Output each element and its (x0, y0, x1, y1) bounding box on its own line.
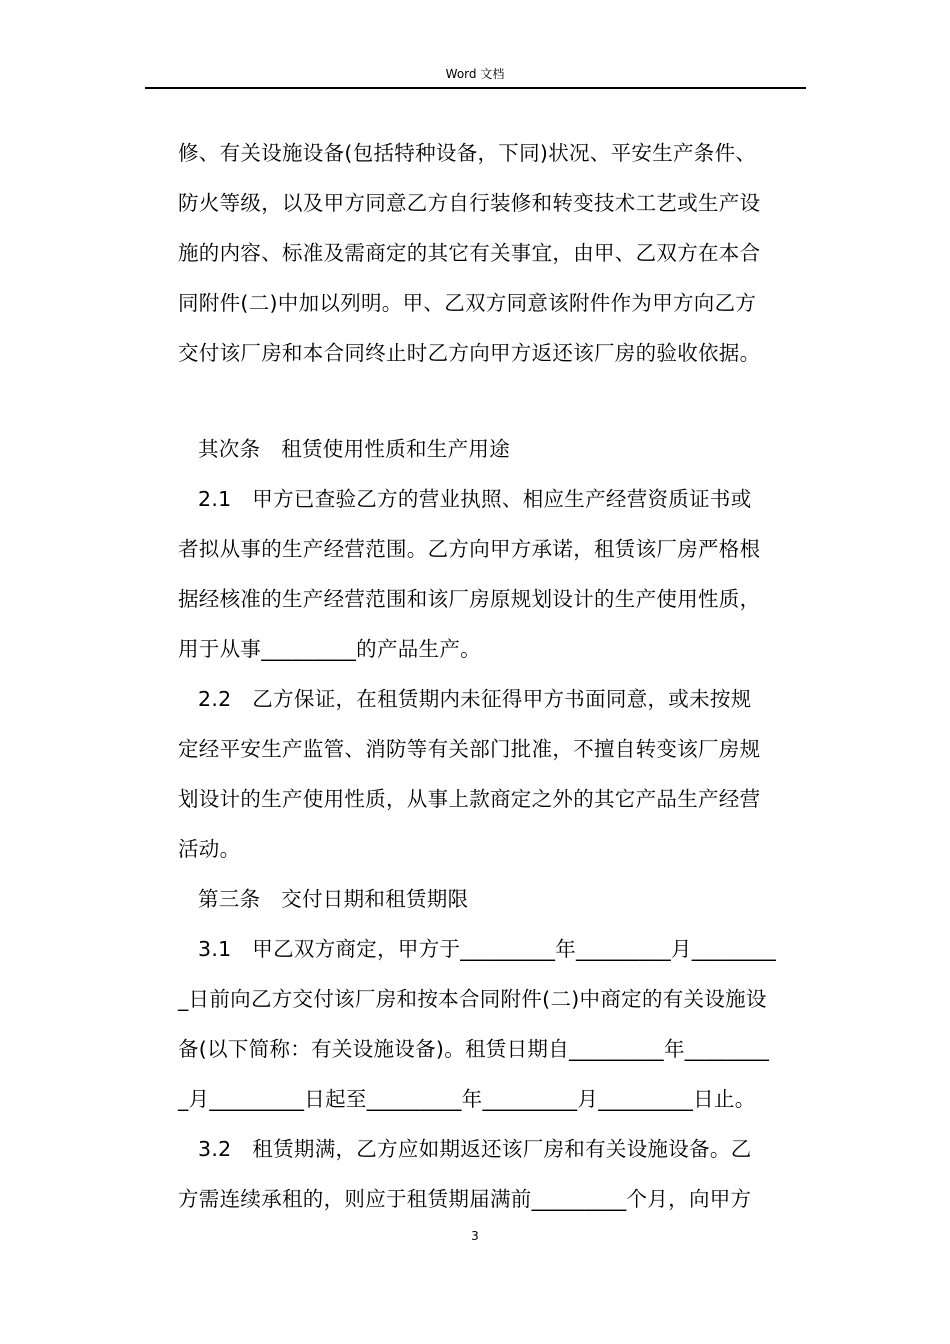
body-line: 防火等级，以及甲方同意乙方自行装修和转变技术工艺或生产设 (178, 191, 761, 215)
page-number: 3 (471, 1229, 479, 1243)
clause-3-1-line: _月_________日起至_________年_________月_________日止。 (178, 1087, 756, 1111)
article-3-heading: 第三条 交付日期和租赁期限 (198, 887, 469, 911)
clause-2-1-line: 用于从事_________的产品生产。 (178, 637, 481, 661)
clause-3-1-line: 备(以下简称：有关设施设备)。租赁日期自_________年________ (178, 1037, 770, 1061)
page-header: Word 文档 (445, 67, 505, 81)
clause-3-2-line: 3.2 租赁期满，乙方应如期返还该厂房和有关设施设备。乙 (198, 1137, 752, 1161)
body-line: 交付该厂房和本合同终止时乙方向甲方返还该厂房的验收依据。 (178, 341, 761, 365)
clause-2-1-line: 据经核准的生产经营范围和该厂房原规划设计的生产使用性质， (178, 587, 761, 611)
clause-2-2-line: 划设计的生产使用性质，从事上款商定之外的其它产品生产经营 (178, 787, 761, 811)
clause-3-1-line: _日前向乙方交付该厂房和按本合同附件(二)中商定的有关设施设 (178, 987, 767, 1011)
clause-2-1-line: 者拟从事的生产经营范围。乙方向甲方承诺，租赁该厂房严格根 (178, 537, 761, 561)
clause-2-2-line: 定经平安生产监管、消防等有关部门批准，不擅自转变该厂房规 (178, 737, 761, 761)
body-line: 修、有关设施设备(包括特种设备，下同)状况、平安生产条件、 (178, 141, 757, 165)
header-rule (145, 87, 806, 89)
clause-3-2-line: 方需连续承租的，则应于租赁期届满前_________个月，向甲方 (178, 1187, 752, 1211)
clause-2-2-line: 2.2 乙方保证，在租赁期内未征得甲方书面同意，或未按规 (198, 687, 752, 711)
article-2-heading: 其次条 租赁使用性质和生产用途 (198, 437, 510, 461)
body-line: 施的内容、标准及需商定的其它有关事宜，由甲、乙双方在本合 (178, 241, 761, 265)
paragraph-gap (178, 378, 818, 424)
document-body (178, 128, 818, 1224)
clause-2-1-line: 2.1 甲方已查验乙方的营业执照、相应生产经营资质证书或 (198, 487, 752, 511)
clause-2-2-line: 活动。 (178, 837, 241, 861)
body-line: 同附件(二)中加以列明。甲、乙双方同意该附件作为甲方向乙方 (178, 291, 757, 315)
clause-3-1-line: 3.1 甲乙双方商定，甲方于_________年_________月________ (198, 937, 777, 961)
